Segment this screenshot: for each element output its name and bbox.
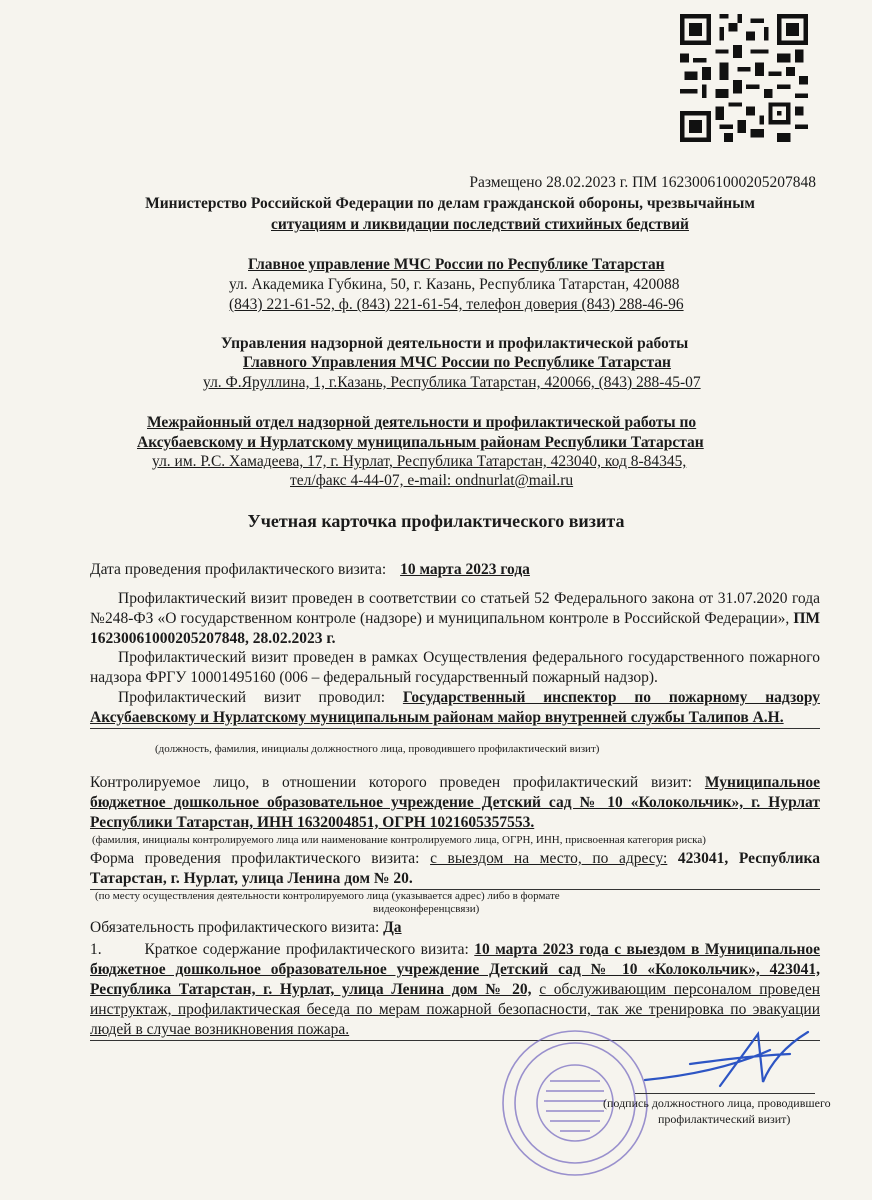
inspector-paragraph	[90, 688, 820, 729]
basis-text: Профилактический визит проведен в соответствии со статьей 52 Федерального закона от 31.07.2020 года №248-ФЗ «О государственном контроле (надзоре) и муниципальном контроле в Российской Федерации»,	[90, 590, 820, 627]
obligation-line	[90, 918, 402, 938]
gu-name: Главное управление МЧС России по Республике Татарстан	[248, 256, 665, 273]
form-value-plain: с выездом на место, по адресу:	[430, 850, 668, 867]
basis-pm: ПМ 16230061000205207848, 28.02.2023 г.	[90, 610, 821, 647]
form-value-bold: 423041, Республика Татарстан, г. Нурлат, улица Ленина дом № 20.	[90, 850, 820, 887]
form-note-1: (по месту осуществления деятельности контролируемого лица (указывается адрес) либо в формате	[95, 890, 560, 902]
visit-date-label: Дата проведения профилактического визита:	[90, 561, 387, 578]
inspector-signature	[630, 1024, 820, 1094]
upr-address: ул. Ф.Яруллина, 1, г.Казань, Республика Татарстан, 420066, (843) 288-45-07	[203, 374, 701, 391]
upr-line-1: Управления надзорной деятельности и профилактической работы	[221, 335, 689, 352]
controlled-label: Контролируемое лицо, в отношении которого проведен профилактический визит:	[90, 774, 693, 791]
controlled-note: (фамилия, инициалы контролируемого лица или наименование контролируемого лица, ОГРН, ИНН, присвоенная категория риска)	[92, 834, 706, 846]
otdel-contacts: тел/факс 4-44-07, e-mail: ondnurlat@mail.ru	[290, 472, 574, 489]
inspector-label: Профилактический визит проводил:	[118, 689, 386, 706]
summary-number: 1.	[90, 941, 102, 958]
inspector-value: Государственный инспектор по пожарному надзору Аксубаевскому и Нурлатскому муниципальным районам майор внутренней службы Талипов А.Н.	[90, 689, 820, 726]
framework-paragraph: Профилактический визит проведен в рамках Осуществления федерального государственного пожарного надзора ФРГУ 10001495160 (006 – федеральный государственный пожарный надзор).	[90, 649, 820, 686]
form-paragraph	[90, 849, 820, 890]
visit-date	[90, 560, 540, 580]
obligation-value: Да	[383, 919, 402, 936]
controlled-value: Муниципальное бюджетное дошкольное образовательное учреждение Детский сад № 10 «Колокольчик», г. Нурлат Республики Татарстан, ИНН 1632004851, ОГРН 1021605357553.	[90, 774, 821, 831]
gu-phones: (843) 221-61-52, ф. (843) 221-61-54, телефон доверия (843) 288-46-96	[229, 296, 684, 313]
obligation-label: Обязательность профилактического визита:	[90, 919, 380, 936]
inspector-note: (должность, фамилия, инициалы должностного лица, проводившего профилактический визит)	[155, 743, 600, 755]
otdel-address: ул. им. Р.С. Хамадеева, 17, г. Нурлат, Республика Татарстан, 423040, код 8-84345,	[152, 453, 687, 470]
basis-paragraph	[90, 589, 820, 649]
qr-code	[680, 14, 808, 142]
signature-note-1: (подпись должностного лица, проводившего	[603, 1096, 831, 1110]
summary-bold: 10 марта 2023 года с выездом в Муниципальное бюджетное дошкольное образовательное учреждение Детский сад № 10 «Колокольчик», 423041, Республика Татарстан, г. Нурлат, улица Ленина дом № 20,	[90, 941, 821, 998]
form-label: Форма проведения профилактического визита:	[90, 850, 420, 867]
summary-plain: с обслуживающим персоналом проведен инструктаж, профилактическая беседа по мерам пожарной безопасности, так же тренировка по эвакуации людей в случае возникновения пожара.	[90, 981, 820, 1038]
otdel-line-2: Аксубаевскому и Нурлатскому муниципальным районам Республики Татарстан	[137, 434, 704, 451]
placed-line: Размещено 28.02.2023 г. ПМ 16230061000205207848	[469, 174, 816, 191]
card-title: Учетная карточка профилактического визита	[247, 511, 625, 531]
ministry-line-1: Министерство Российской Федерации по делам гражданской обороны, чрезвычайным	[145, 195, 755, 212]
otdel-line-1: Межрайонный отдел надзорной деятельности и профилактической работы по	[147, 414, 697, 431]
gu-address: ул. Академика Губкина, 50, г. Казань, Республика Татарстан, 420088	[229, 276, 680, 293]
form-note-2: видеоконференцсвязи)	[373, 903, 480, 915]
upr-line-2: Главного Управления МЧС России по Республике Татарстан	[243, 354, 671, 371]
ministry-line-2: ситуациям и ликвидации последствий стихийных бедствий	[271, 216, 689, 233]
controlled-paragraph	[90, 773, 820, 833]
summary-label: Краткое содержание профилактического визита:	[144, 941, 469, 958]
signature-note-2: профилактический визит)	[658, 1112, 791, 1126]
visit-date-value: 10 марта 2023 года	[400, 561, 530, 578]
